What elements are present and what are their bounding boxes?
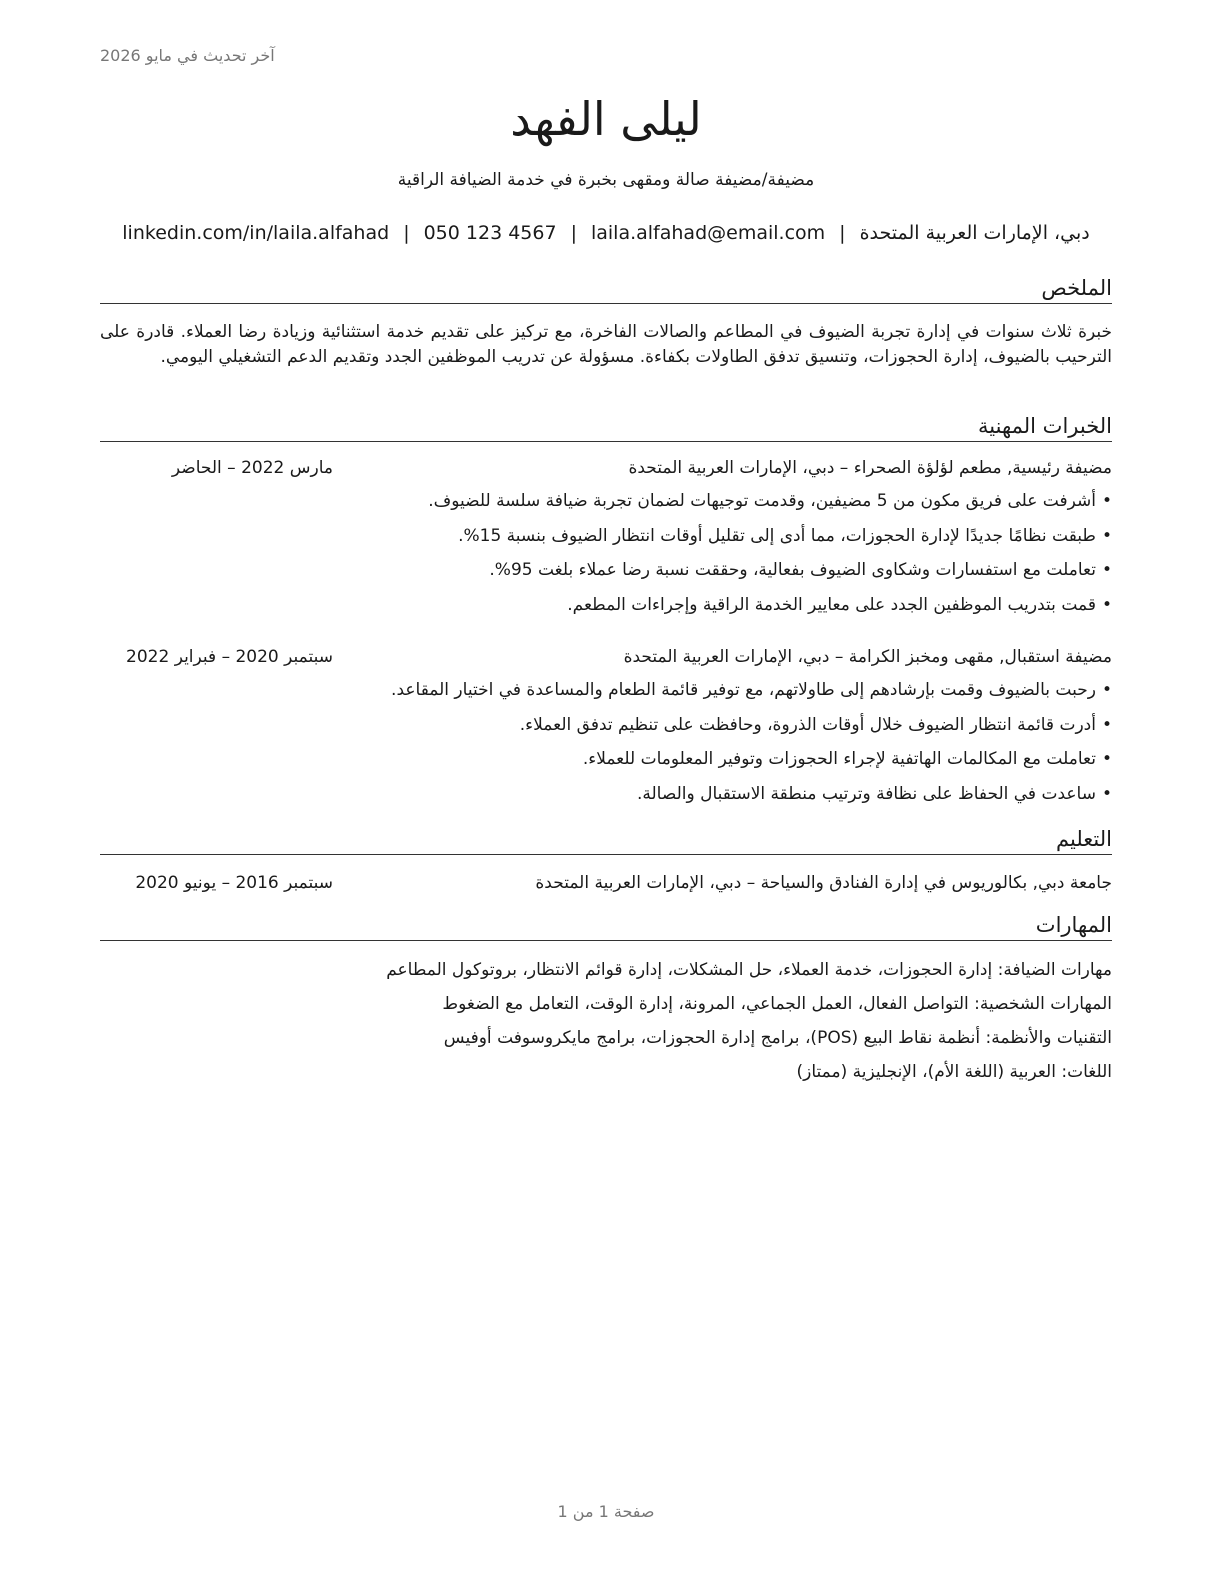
education-dates: سبتمبر 2016 – يونيو 2020 xyxy=(135,873,333,893)
job-dates: مارس 2022 – الحاضر xyxy=(171,458,333,478)
skills-list xyxy=(100,958,1112,1094)
contact-separator: | xyxy=(839,222,846,244)
candidate-headline: مضيفة/مضيفة صالة ومقهى بخبرة في خدمة الضيافة الراقية xyxy=(397,170,815,190)
skill-line: التقنيات والأنظمة: أنظمة نقاط البيع (POS)، برامج إدارة الحجوزات، برامج مايكروسوفت أوفيس xyxy=(443,1028,1112,1048)
job-entry-header xyxy=(100,647,1112,671)
job-bullet-list xyxy=(100,489,1112,627)
job-bullet xyxy=(100,558,1112,593)
contact-linkedin[interactable]: linkedin.com/in/laila.alfahad xyxy=(122,222,390,244)
skill-line: مهارات الضيافة: إدارة الحجوزات، خدمة العملاء، حل المشكلات، إدارة قوائم الانتظار، بروتوكول المطاعم xyxy=(386,960,1112,980)
job-bullet xyxy=(100,678,1112,713)
job-bullet xyxy=(100,593,1112,628)
job-bullet xyxy=(100,782,1112,817)
experience-heading: الخبرات المهنية xyxy=(100,413,1112,442)
job-bullet xyxy=(100,747,1112,782)
summary-heading: الملخص xyxy=(100,275,1112,304)
job-bullet-text: ساعدت في الحفاظ على نظافة وترتيب منطقة الاستقبال والصالة. xyxy=(636,783,1096,804)
job-bullet-text: تعاملت مع استفسارات وشكاوى الضيوف بفعالية، وحققت نسبة رضا عملاء بلغت 95%. xyxy=(489,560,1096,580)
contact-separator: | xyxy=(570,222,577,244)
page-number: صفحة 1 من 1 xyxy=(557,1502,655,1521)
last-updated-note: آخر تحديث في مايو 2026 xyxy=(100,46,275,65)
contact-separator: | xyxy=(403,222,410,244)
candidate-name: ليلى الفهد xyxy=(510,92,702,146)
skill-line: المهارات الشخصية: التواصل الفعال، العمل الجماعي، المرونة، إدارة الوقت، التعامل مع الضغوط xyxy=(442,994,1112,1014)
job-bullet-text: رحبت بالضيوف وقمت بإرشادهم إلى طاولاتهم، مع توفير قائمة الطعام والمساعدة في اختيار المقاعد. xyxy=(391,680,1096,700)
contact-email[interactable]: laila.alfahad@email.com xyxy=(590,222,826,244)
resume-page xyxy=(100,0,1112,1584)
bullet-dot: • xyxy=(1101,491,1112,511)
bullet-dot: • xyxy=(1101,525,1112,546)
education-entry xyxy=(100,873,1112,897)
job-bullet xyxy=(100,524,1112,559)
job-bullet-list xyxy=(100,678,1112,816)
job-bullet-text: أدرت قائمة انتظار الضيوف خلال أوقات الذروة، وحافظت على تنظيم تدفق العملاء. xyxy=(519,714,1096,735)
job-bullet xyxy=(100,713,1112,748)
job-bullet xyxy=(100,489,1112,524)
job-bullet-text: تعاملت مع المكالمات الهاتفية لإجراء الحجوزات وتوفير المعلومات للعملاء. xyxy=(582,749,1096,769)
skill-line: اللغات: العربية (اللغة الأم)، الإنجليزية (ممتاز) xyxy=(796,1062,1112,1082)
job-title: مضيفة رئيسية, مطعم لؤلؤة الصحراء – دبي، الإمارات العربية المتحدة xyxy=(628,458,1112,478)
skills-heading: المهارات xyxy=(100,912,1112,941)
job-bullet-text: أشرفت على فريق مكون من 5 مضيفين، وقدمت توجيهات لضمان تجربة ضيافة سلسة للضيوف. xyxy=(428,491,1096,511)
job-title: مضيفة استقبال, مقهى ومخبز الكرامة – دبي، الإمارات العربية المتحدة xyxy=(623,647,1112,667)
bullet-dot: • xyxy=(1101,783,1112,804)
job-entry-header xyxy=(100,458,1112,482)
job-bullet-text: قمت بتدريب الموظفين الجدد على معايير الخدمة الراقية وإجراءات المطعم. xyxy=(567,594,1096,615)
bullet-dot: • xyxy=(1101,594,1112,615)
education-title: جامعة دبي, بكالوريوس في إدارة الفنادق والسياحة – دبي، الإمارات العربية المتحدة xyxy=(535,873,1112,893)
summary-text: خبرة ثلاث سنوات في إدارة تجربة الضيوف في المطاعم والصالات الفاخرة، مع تركيز على تقديم خدمة استثنائية وزيادة رضا العملاء. قادرة على الترحيب بالضيوف، إدارة الحجوزات، وتنسيق تدفق الطاولات بكفاءة. مسؤولة عن تدريب الموظفين الجدد وتقديم الدعم التشغيلي اليومي. xyxy=(100,322,1112,367)
contact-phone[interactable]: 050 123 4567 xyxy=(423,222,557,244)
job-bullet-text: طبقت نظامًا جديدًا لإدارة الحجوزات، مما أدى إلى تقليل أوقات انتظار الضيوف بنسبة 15%. xyxy=(458,525,1096,546)
bullet-dot: • xyxy=(1101,560,1112,580)
job-dates: سبتمبر 2020 – فبراير 2022 xyxy=(126,647,333,667)
contact-line xyxy=(100,222,1112,244)
bullet-dot: • xyxy=(1101,680,1112,700)
education-heading: التعليم xyxy=(100,826,1112,855)
bullet-dot: • xyxy=(1101,749,1112,769)
bullet-dot: • xyxy=(1101,714,1112,735)
contact-location: دبي، الإمارات العربية المتحدة xyxy=(859,222,1090,244)
